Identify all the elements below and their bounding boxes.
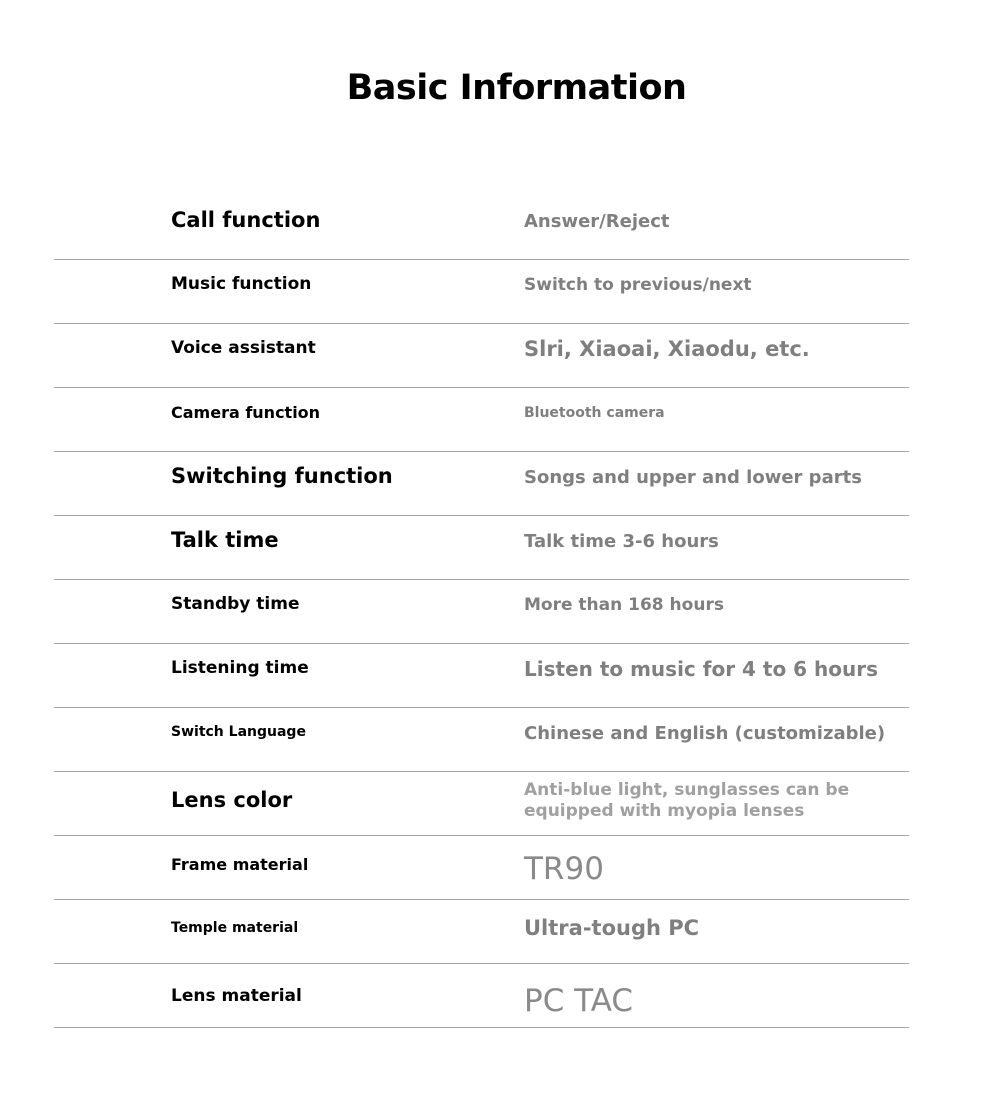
spec-label: Standby time	[171, 594, 300, 614]
spec-value: Slri, Xiaoai, Xiaodu, etc.	[524, 337, 810, 361]
spec-row-talk-time	[54, 516, 909, 580]
spec-label: Call function	[171, 208, 321, 232]
spec-label: Voice assistant	[171, 338, 316, 358]
spec-value: Switch to previous/next	[524, 275, 752, 295]
spec-label: Temple material	[171, 920, 299, 936]
spec-value: More than 168 hours	[524, 595, 724, 615]
spec-label: Switch Language	[171, 724, 306, 740]
spec-value: Ultra-tough PC	[524, 916, 700, 940]
spec-row-music-function	[54, 260, 909, 324]
spec-row-switching-function	[54, 452, 909, 516]
spec-value: Listen to music for 4 to 6 hours	[524, 657, 879, 681]
spec-label: Camera function	[171, 402, 321, 422]
spec-label: Talk time	[171, 528, 279, 552]
spec-row-listening-time	[54, 644, 909, 708]
spec-label: Music function	[171, 274, 312, 294]
spec-row-camera-function	[54, 388, 909, 452]
spec-value: PC TAC	[524, 983, 634, 1019]
spec-row-call-function	[54, 196, 909, 260]
spec-value: TR90	[524, 851, 604, 887]
spec-row-lens-material	[54, 964, 909, 1028]
spec-value: Chinese and English (customizable)	[524, 722, 886, 744]
spec-row-temple-material	[54, 900, 909, 964]
spec-label: Lens material	[171, 986, 302, 1006]
spec-value: Bluetooth camera	[524, 405, 665, 421]
spec-row-lens-color	[54, 772, 909, 836]
spec-label: Listening time	[171, 658, 309, 678]
spec-label: Lens color	[171, 788, 293, 812]
spec-label: Switching function	[171, 464, 393, 488]
spec-value: Talk time 3-6 hours	[524, 530, 719, 552]
spec-table	[54, 196, 909, 1028]
spec-value: Anti-blue light, sunglasses can be equipped with myopia lenses	[524, 780, 850, 821]
page-title: Basic Information	[346, 68, 687, 108]
spec-value: Songs and upper and lower parts	[524, 466, 862, 488]
spec-row-standby-time	[54, 580, 909, 644]
spec-label: Frame material	[171, 854, 309, 874]
spec-value: Answer/Reject	[524, 210, 670, 232]
spec-row-frame-material	[54, 836, 909, 900]
spec-row-switch-language	[54, 708, 909, 772]
spec-row-voice-assistant	[54, 324, 909, 388]
